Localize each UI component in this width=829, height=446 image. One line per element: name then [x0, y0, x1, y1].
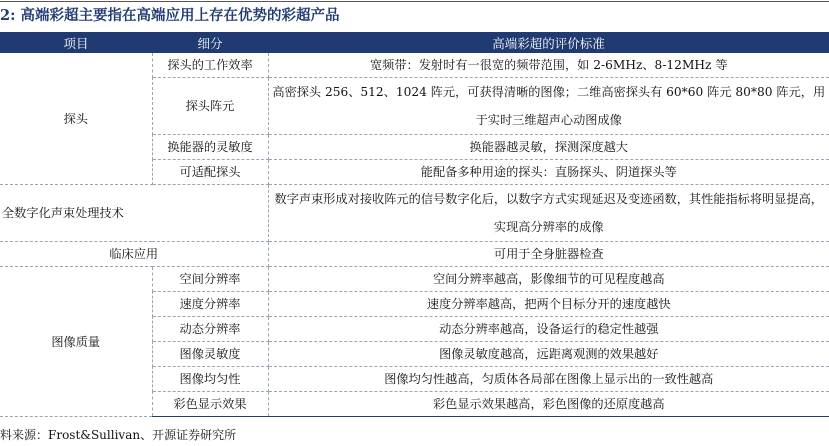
sub-cell: 彩色显示效果: [152, 392, 268, 417]
table-row: [0, 242, 829, 267]
header-sub: 细分: [152, 32, 268, 53]
desc-cell: 换能器越灵敏，探测深度越大: [268, 135, 829, 160]
desc-cell: 速度分辨率越高，把两个目标分开的速度越快: [268, 292, 829, 317]
top-rule: [0, 1, 829, 2]
header-criteria: 高端彩超的评价标准: [268, 32, 829, 53]
desc-cell: 图像均匀性越高，匀质体各局部在图像上显示出的一致性越高: [268, 367, 829, 392]
source-note: 料来源：Frost&Sullivan、开源证券研究所: [0, 428, 237, 442]
desc-cell: 可用于全身脏器检查: [268, 242, 829, 267]
item-cell: 全数字化声束处理技术: [0, 185, 268, 242]
desc-cell: 数字声束形成对接收阵元的信号数字化后，以数字方式实现延迟及变迹函数，其性能指标将明显提高，实现高分辨率的成像: [268, 185, 829, 242]
header-row: [0, 32, 829, 53]
desc-cell: 图像灵敏度越高，远距离观测的效果越好: [268, 342, 829, 367]
item-cell: 临床应用: [0, 242, 268, 267]
desc-cell: 动态分辨率越高，设备运行的稳定性越强: [268, 317, 829, 342]
table-title: 2: 高端彩超主要指在高端应用上存在优势的彩超产品: [0, 7, 340, 24]
sub-cell: 速度分辨率: [152, 292, 268, 317]
desc-cell: 宽频带：发射时有一很宽的频带范围，如 2-6MHz、8-12MHz 等: [268, 53, 829, 78]
desc-cell: 空间分辨率越高，影像细节的可见程度越高: [268, 267, 829, 292]
sub-cell: 图像均匀性: [152, 367, 268, 392]
item-cell: 图像质量: [0, 267, 152, 417]
sub-cell: 动态分辨率: [152, 317, 268, 342]
header-item: 项目: [0, 32, 152, 53]
sub-cell: 空间分辨率: [152, 267, 268, 292]
desc-cell: 能配备多种用途的探头：直肠探头、阴道探头等: [268, 160, 829, 185]
evaluation-table: [0, 32, 829, 417]
sub-cell: 探头阵元: [152, 78, 268, 135]
sub-cell: 探头的工作效率: [152, 53, 268, 78]
sub-cell: 可适配探头: [152, 160, 268, 185]
table-row: [0, 267, 829, 292]
table-row: [0, 185, 829, 242]
desc-cell: 高密探头 256、512、1024 阵元，可获得清晰的图像；二维高密探头有 60*60 阵元 80*80 阵元，用于实时三维超声心动图成像: [268, 78, 829, 135]
desc-cell: 彩色显示效果越高，彩色图像的还原度越高: [268, 392, 829, 417]
table-row: [0, 53, 829, 78]
sub-cell: 换能器的灵敏度: [152, 135, 268, 160]
item-cell: 探头: [0, 53, 152, 185]
sub-cell: 图像灵敏度: [152, 342, 268, 367]
